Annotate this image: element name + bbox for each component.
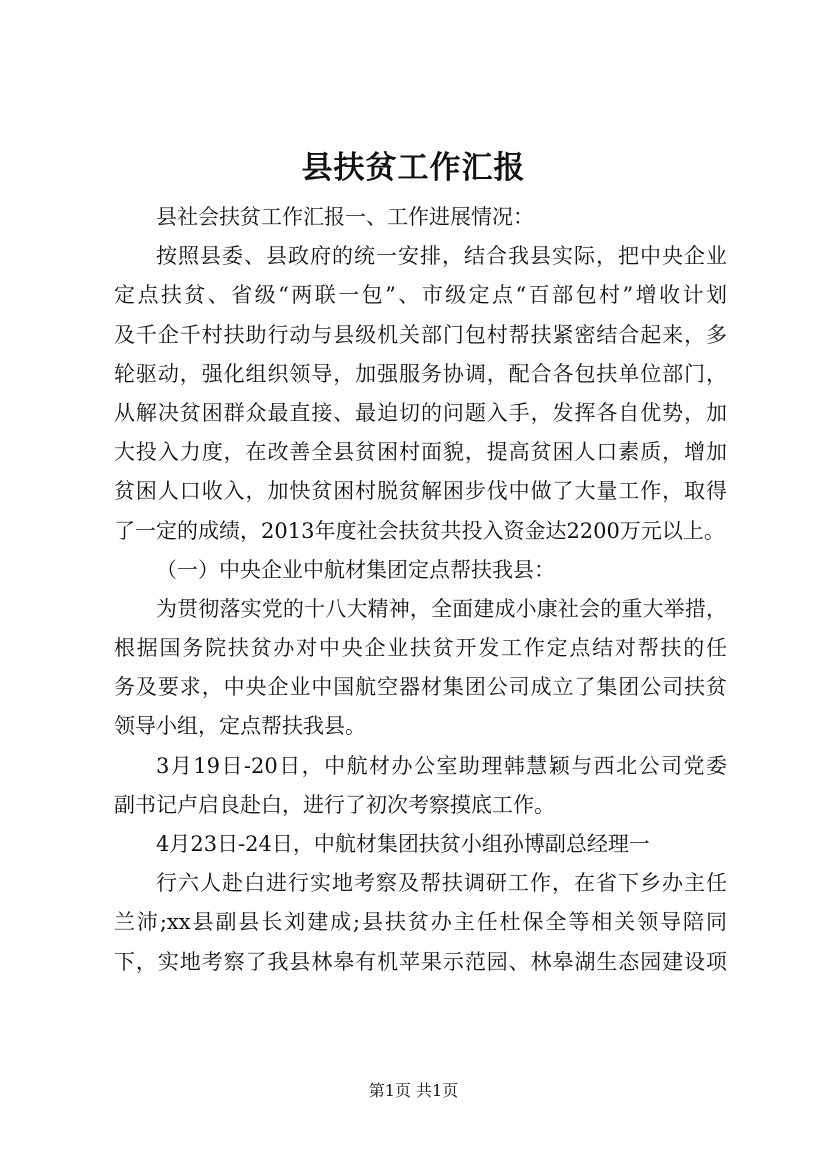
paragraph-line: 了一定的成绩，2013年度社会扶贫共投入资金达2200万元以上。 [114, 518, 725, 543]
document-body [114, 198, 727, 982]
paragraph-line: 及千企千村扶助行动与县级机关部门包村帮扶紧密结合起来，多 [114, 322, 727, 347]
paragraph-line: 4月23日-24日，中航材集团扶贫小组孙博副总经理一 [156, 832, 650, 856]
paragraph-line: 兰沛;xx县副县长刘建成;县扶贫办主任杜保全等相关领导陪同 [114, 910, 727, 935]
paragraph-line: 县社会扶贫工作汇报一、工作进展情况： [156, 205, 534, 229]
section-heading: （一）中央企业中航材集团定点帮扶我县： [156, 557, 555, 582]
paragraph-line: 根据国务院扶贫办对中央企业扶贫开发工作定点结对帮扶的任 [114, 636, 727, 661]
page-footer: 第1页 共1页 [368, 1081, 459, 1100]
document-title: 县扶贫工作汇报 [301, 150, 526, 186]
paragraph-line: 为贯彻落实党的十八大精神，全面建成小康社会的重大举措， [156, 596, 727, 621]
paragraph-line: 3月19日-20日，中航材办公室助理韩慧颖与西北公司党委 [156, 753, 727, 778]
paragraph-line: 务及要求，中央企业中国航空器材集团公司成立了集团公司扶贫 [114, 675, 727, 700]
paragraph-line: 下，实地考察了我县林皋有机苹果示范园、林皋湖生态园建设项 [114, 949, 727, 974]
paragraph-line: 从解决贫困群众最直接、最迫切的问题入手，发挥各自优势，加 [114, 400, 727, 425]
paragraph-line: 轮驱动，强化组织领导，加强服务协调，配合各包扶单位部门， [114, 361, 727, 386]
paragraph-line: 定点扶贫、省级“两联一包”、市级定点“百部包村”增收计划 [114, 283, 727, 308]
paragraph-line: 副书记卢启良赴白，进行了初次考察摸底工作。 [114, 792, 555, 817]
paragraph-line: 领导小组，定点帮扶我县。 [114, 714, 366, 739]
paragraph-line: 贫困人口收入，加快贫困村脱贫解困步伐中做了大量工作，取得 [114, 479, 727, 504]
paragraph-line: 按照县委、县政府的统一安排，结合我县实际，把中央企业 [156, 244, 727, 269]
paragraph-line: 大投入力度，在改善全县贫困村面貌，提高贫困人口素质，增加 [114, 440, 727, 465]
paragraph-line: 行六人赴白进行实地考察及帮扶调研工作，在省下乡办主任 [156, 871, 727, 896]
